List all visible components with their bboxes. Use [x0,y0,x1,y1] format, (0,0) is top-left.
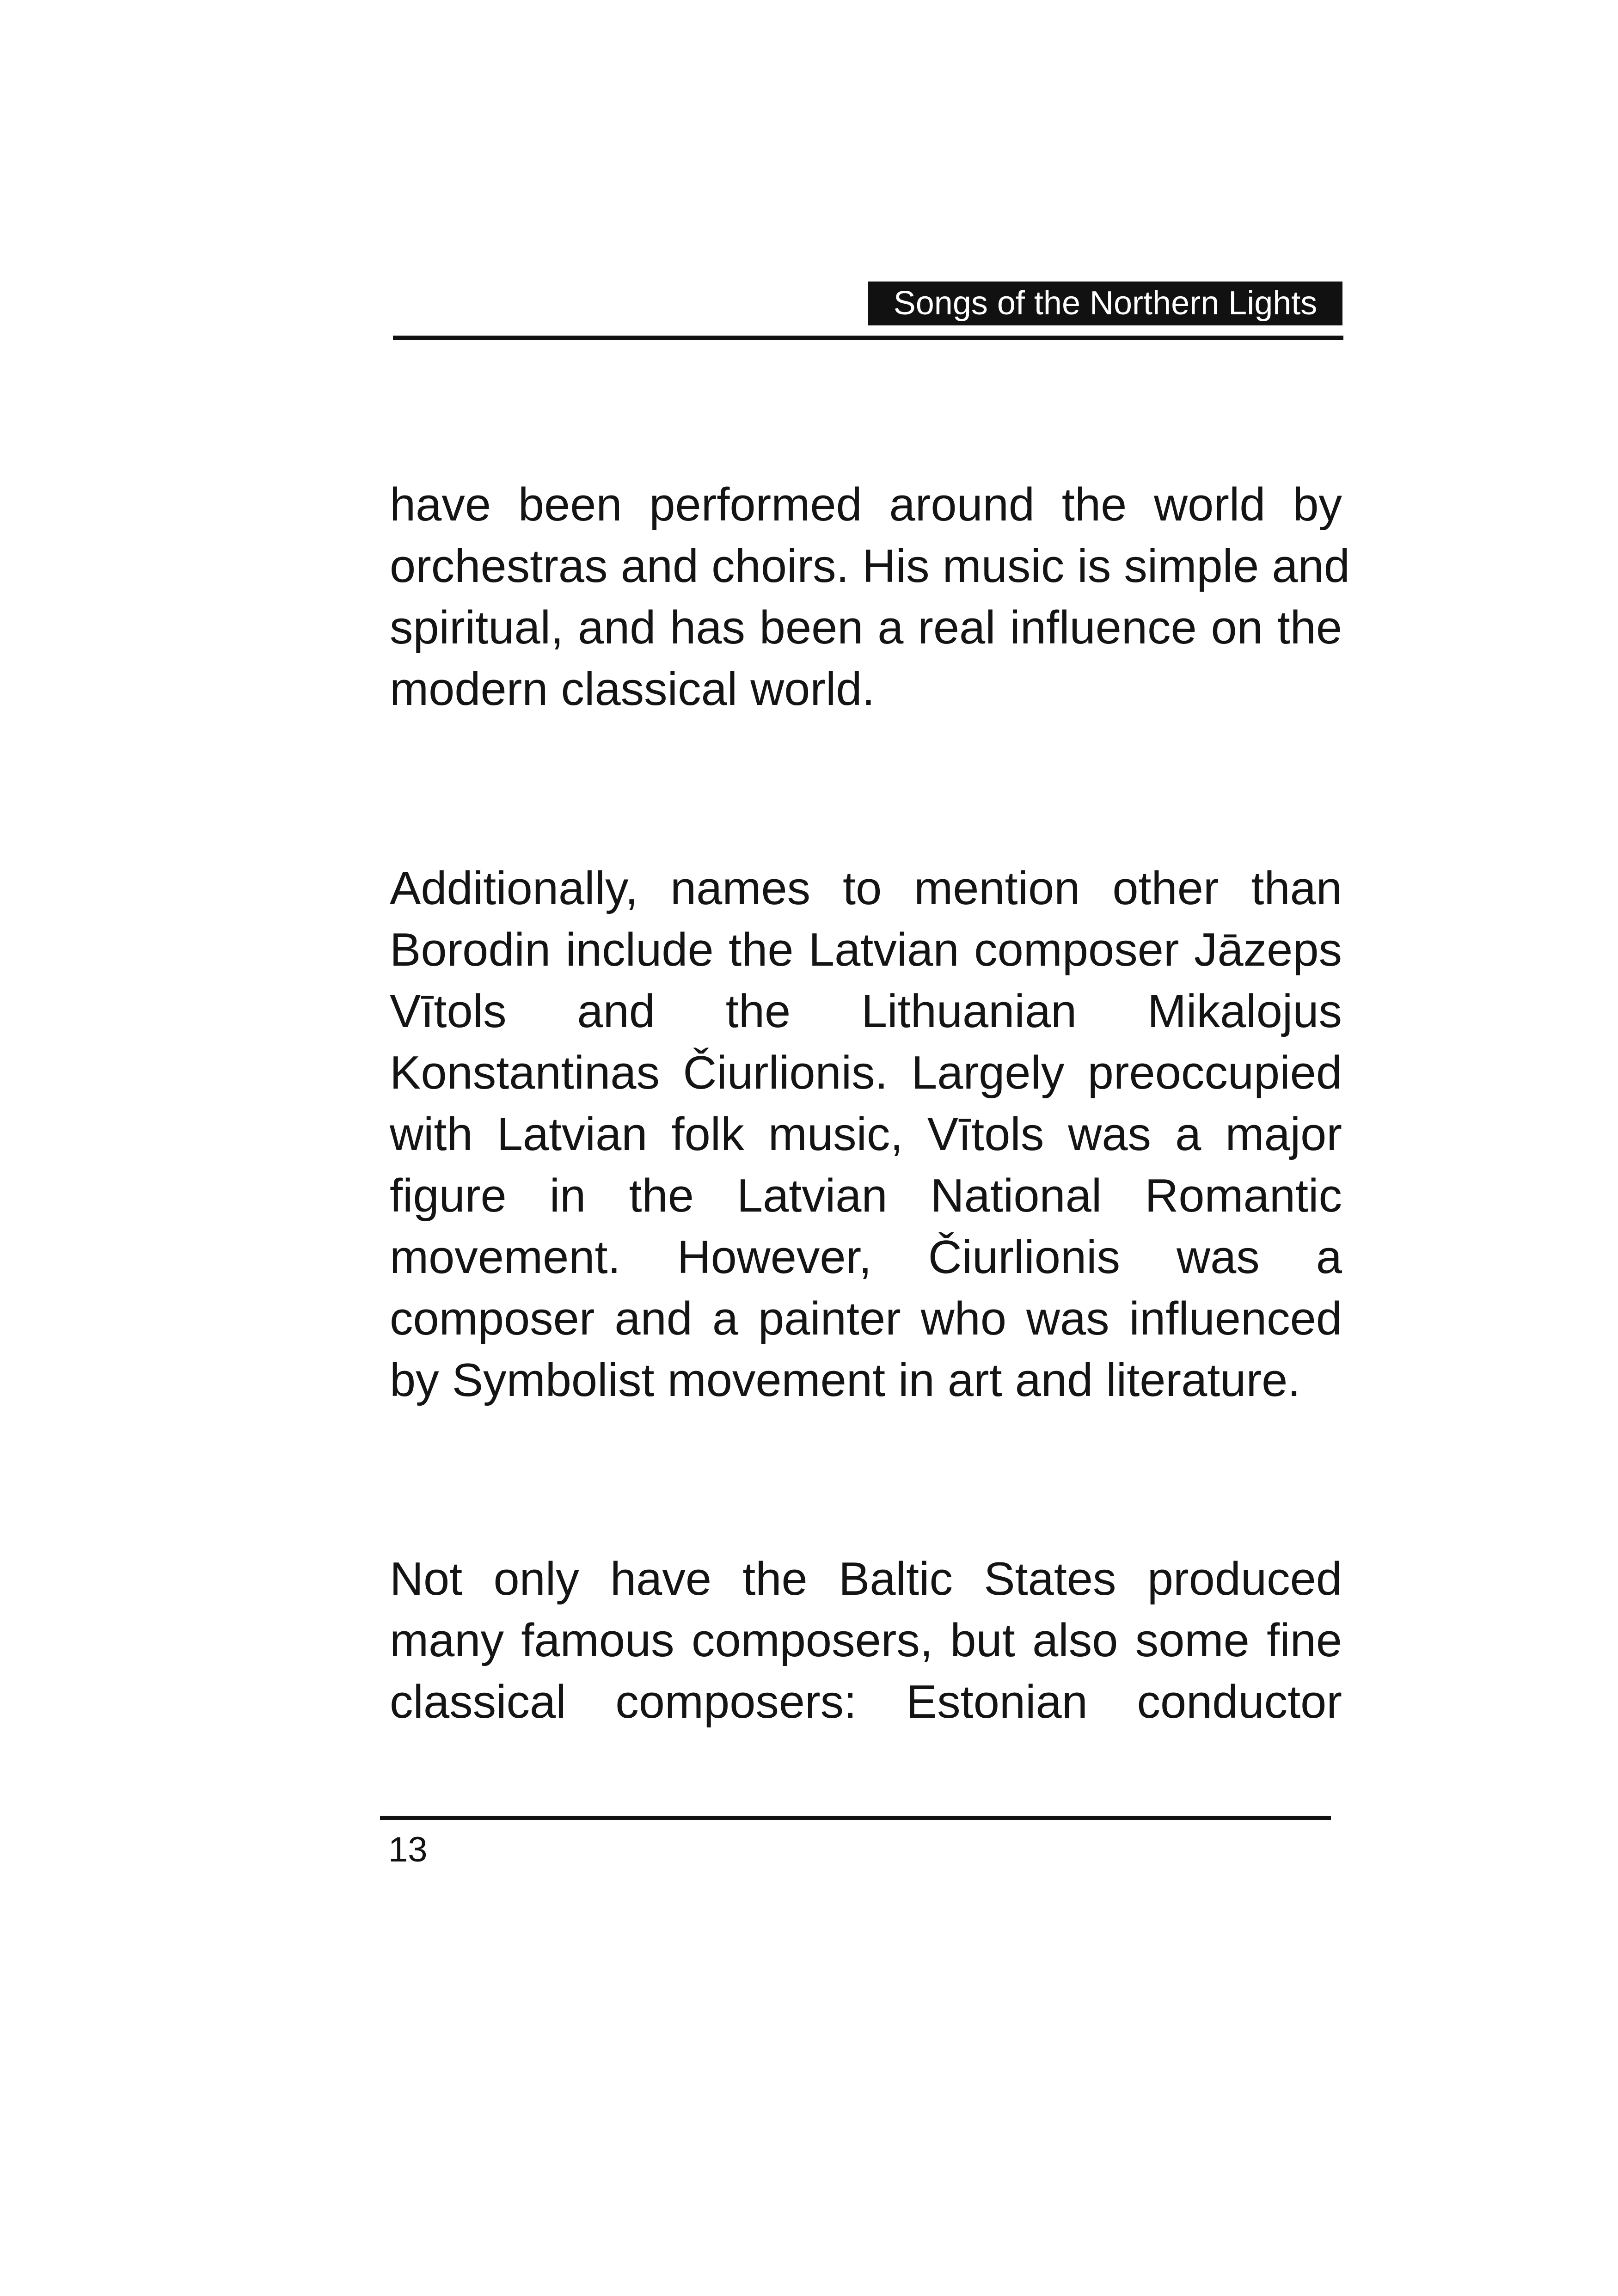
page-number: 13 [388,1830,428,1869]
paragraph-2-line-4: Konstantinas Čiurlionis. Largely preoccupied [390,1047,1342,1099]
paragraph-2-line-1: Additionally, names to mention other than [390,863,1342,914]
paragraph-2-line-2: Borodin include the Latvian composer Jāzeps [390,924,1342,976]
paragraph-2-line-7: movement. However, Čiurlionis was a [390,1231,1342,1283]
paragraph-1 [390,474,1350,720]
paragraph-2-line-8: composer and a painter who was influenced [390,1293,1342,1345]
paragraph-2-line-9: by Symbolist movement in art and literature. [390,1354,1301,1406]
paragraph-1-line-1: have been performed around the world by [390,479,1342,531]
paragraph-1-line-2: orchestras and choirs. His music is simple and [390,540,1350,592]
paragraph-3-line-2: many famous composers, but also some fine [390,1615,1342,1666]
paragraph-3-line-3: classical composers: Estonian conductor [390,1676,1342,1728]
paragraph-3 [390,1549,1342,1733]
paragraph-3-line-1: Not only have the Baltic States produced [390,1553,1342,1605]
paragraph-2-line-3: Vītols and the Lithuanian Mikalojus [390,986,1342,1037]
paragraph-2-line-6: figure in the Latvian National Romantic [390,1170,1342,1222]
paragraph-2-line-5: with Latvian folk music, Vītols was a major [390,1108,1342,1160]
running-header-title: Songs of the Northern Lights [868,282,1342,325]
paragraph-1-line-3: spiritual, and has been a real influence on the [390,602,1342,654]
paragraph-2 [390,858,1342,1411]
paragraph-1-line-4: modern classical world. [390,663,875,715]
footer-divider [380,1816,1331,1820]
header-divider [393,336,1343,340]
